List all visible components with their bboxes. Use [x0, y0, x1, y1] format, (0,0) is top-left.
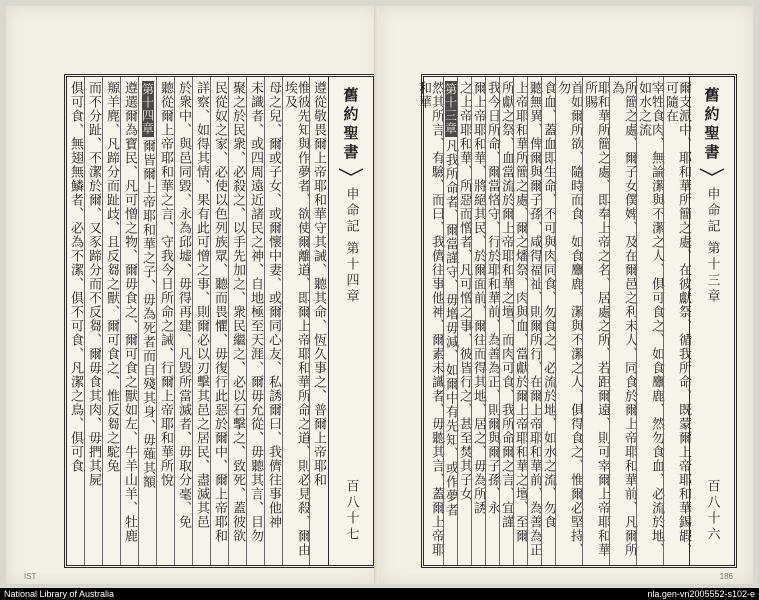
left-book-title: 舊約聖書	[341, 87, 360, 163]
right-chapter-label: 第十三章	[704, 241, 720, 305]
text-column	[636, 77, 663, 565]
text-column	[156, 77, 174, 565]
column-text: 未識者、或四周遠近諸民之神、自地極至天涯、爾毋允從、毋聽其言、目勿	[248, 81, 263, 543]
text-column	[192, 77, 210, 565]
text-column	[609, 77, 636, 565]
right-book-section: 申命記	[704, 187, 720, 235]
right-page-number: 百八十六	[704, 479, 720, 543]
text-column	[67, 77, 84, 565]
left-text-columns	[67, 77, 327, 565]
text-column	[138, 77, 156, 565]
column-text: 上帝耶和華所簡之處、爾之燔祭、肉與血、當獻於爾上帝耶和華之壇、至爾	[513, 81, 528, 543]
left-book-section: 申命記	[343, 187, 359, 235]
text-column	[663, 77, 690, 565]
column-text: 詳察、如得其情、果有此可憎之事、則爾必以刃擊其邑之居民、盡滅其邑	[194, 81, 209, 529]
text-column	[541, 77, 555, 565]
footer-library-name: National Library of Australia	[4, 589, 115, 599]
archive-footer	[0, 588, 759, 600]
column-text: 母之兒、爾或子女、或爾懷中妻、或爾同心友、私誘爾曰、我儕往事他神	[266, 81, 281, 529]
text-column	[264, 77, 282, 565]
right-text-columns	[416, 77, 691, 565]
left-section-label	[329, 187, 373, 305]
text-column	[457, 77, 471, 565]
column-text: 所簡之處、爾子女僕婢、及在爾邑之利未人、同食於爾上帝耶和華前、凡爾所為	[609, 81, 637, 557]
text-column	[513, 77, 527, 565]
right-page	[379, 6, 753, 584]
text-column	[210, 77, 228, 565]
text-column	[499, 77, 513, 565]
column-text: 食血、蓋血即生命、不可與肉同食、勿食之、必流於地、如水之流、勿食	[541, 81, 556, 529]
column-text: 然其所言、有驗、而曰、我儕往事他神、爾素未識者、毋聽其言、蓋爾上帝耶和華	[416, 81, 444, 557]
text-column	[282, 77, 309, 565]
column-text: 宰牲食肉、無論潔與不潔之人、俱可食之、如食麞鹿、然勿食血、必流於地、如水之流	[636, 81, 664, 557]
text-column	[443, 77, 457, 565]
column-text: 惟彼先知與作夢者、欲使爾離道、即爾上帝耶和華所命之道、則必見殺、爾由埃及	[282, 81, 310, 557]
column-text: 聽無異、俾爾與爾子孫、咸得福祉、則爾所行、在爾上帝耶和華前、為善為正	[527, 81, 542, 557]
fishtail-ornament-icon	[337, 167, 365, 177]
left-page	[6, 6, 379, 584]
left-chapter-label: 第十四章	[343, 241, 359, 305]
column-text: 耶和華所簡之處、即奉上帝之名、居處之所、若距爾遠、則可宰爾上帝耶和華所賜	[582, 81, 610, 557]
text-column	[309, 77, 327, 565]
text-column	[102, 77, 120, 565]
right-pencil-mark: 186	[719, 572, 733, 581]
column-text: 我今日所命、爾當恪守、行於耶和華前、為善為正、則爾與爾子孫、永	[485, 81, 500, 515]
column-text: 遵從敬畏爾上帝耶和華守其誡、聽其命、恆久事之、普爾上帝耶和	[311, 81, 326, 487]
text-column	[174, 77, 192, 565]
column-text: 遵選爾為寶民、凡可憎之物、爾毋食之、爾可食之獸如左、牛羊山羊、牡鹿	[122, 81, 137, 543]
column-text: 首如爾所欲、隨時而食、如食麞鹿、潔與不潔之人、俱得食之、惟爾必堅持、勿	[555, 81, 583, 557]
text-column	[485, 77, 499, 565]
column-text: 聚之於民衆、必殺之、以手先加之、衆民繼之、必以石擊之、致死、蓋彼欲	[230, 81, 245, 543]
column-text: 之上帝耶和華、所惡而憎者、凡可憎之事、彼皆行之、甚至焚其子女	[457, 81, 472, 501]
column-text: 俱可食、無翅無鱗者、必為不潔、俱不可食、凡潔之鳥、俱可食	[68, 81, 83, 473]
text-column	[582, 77, 609, 565]
left-running-head	[328, 77, 373, 565]
right-section-label	[690, 187, 734, 305]
text-column	[417, 77, 443, 565]
left-text-frame	[64, 74, 376, 568]
column-text: 聽從爾上帝耶和華之言、守我今日所命之誡、行爾上帝耶和華所悅	[158, 81, 173, 487]
text-column	[228, 77, 246, 565]
text-column	[527, 77, 541, 565]
column-text: 於衆中、與邑同毀、永為邱墟、毋得再建、凡毀所當滅者、毋取分毫、免	[176, 81, 191, 529]
column-text: 爾皆爾上帝耶和華之子、毋為死者而自殘其身、毋薙其額	[140, 139, 155, 489]
footer-record-id: nla.gen-vn2005552-s102-e	[647, 589, 755, 599]
text-column	[84, 77, 102, 565]
right-running-head	[689, 77, 734, 565]
column-text: 凡我所命者、爾當謹守、毋增毋減、如爾中有先知、或作夢者	[443, 139, 458, 517]
fishtail-ornament-icon	[698, 167, 726, 177]
text-column	[471, 77, 485, 565]
right-text-frame	[416, 74, 737, 568]
text-column	[246, 77, 264, 565]
text-column	[120, 77, 138, 565]
right-book-title: 舊約聖書	[702, 87, 721, 163]
chapter-marker: 第十四章	[140, 83, 155, 135]
left-page-number: 百八十七	[343, 479, 359, 543]
text-column	[555, 77, 582, 565]
column-text: 爾支派中、耶和華所簡之處、在彼獻祭、循我所命、既蒙爾上帝耶和華錫嘏、可隨在	[663, 81, 691, 557]
left-pencil-mark: IST	[24, 572, 37, 581]
column-text: 而不分趾、不潔於爾、又豕蹄分而不反芻、爾毋食其肉、毋捫其屍	[86, 81, 101, 487]
column-text: 所獻之祭、血當流於爾上帝耶和華之壇、而肉可食、我所命爾之言、宜謹	[499, 81, 514, 529]
column-text: 羱羊麂、凡蹄分而趾歧、且反芻之獸、爾可食之、惟反芻之駝兔	[104, 81, 119, 473]
chapter-marker: 第十三章	[443, 83, 458, 135]
column-text: 爾上帝耶和華、將絕其民、於爾面前、爾往而得其地、居之、毋為所誘	[471, 81, 486, 515]
column-text: 民從奴之家、必使以色列族眾、聽而畏懼、毋復行此惡於爾中、爾上帝耶和	[212, 81, 227, 543]
